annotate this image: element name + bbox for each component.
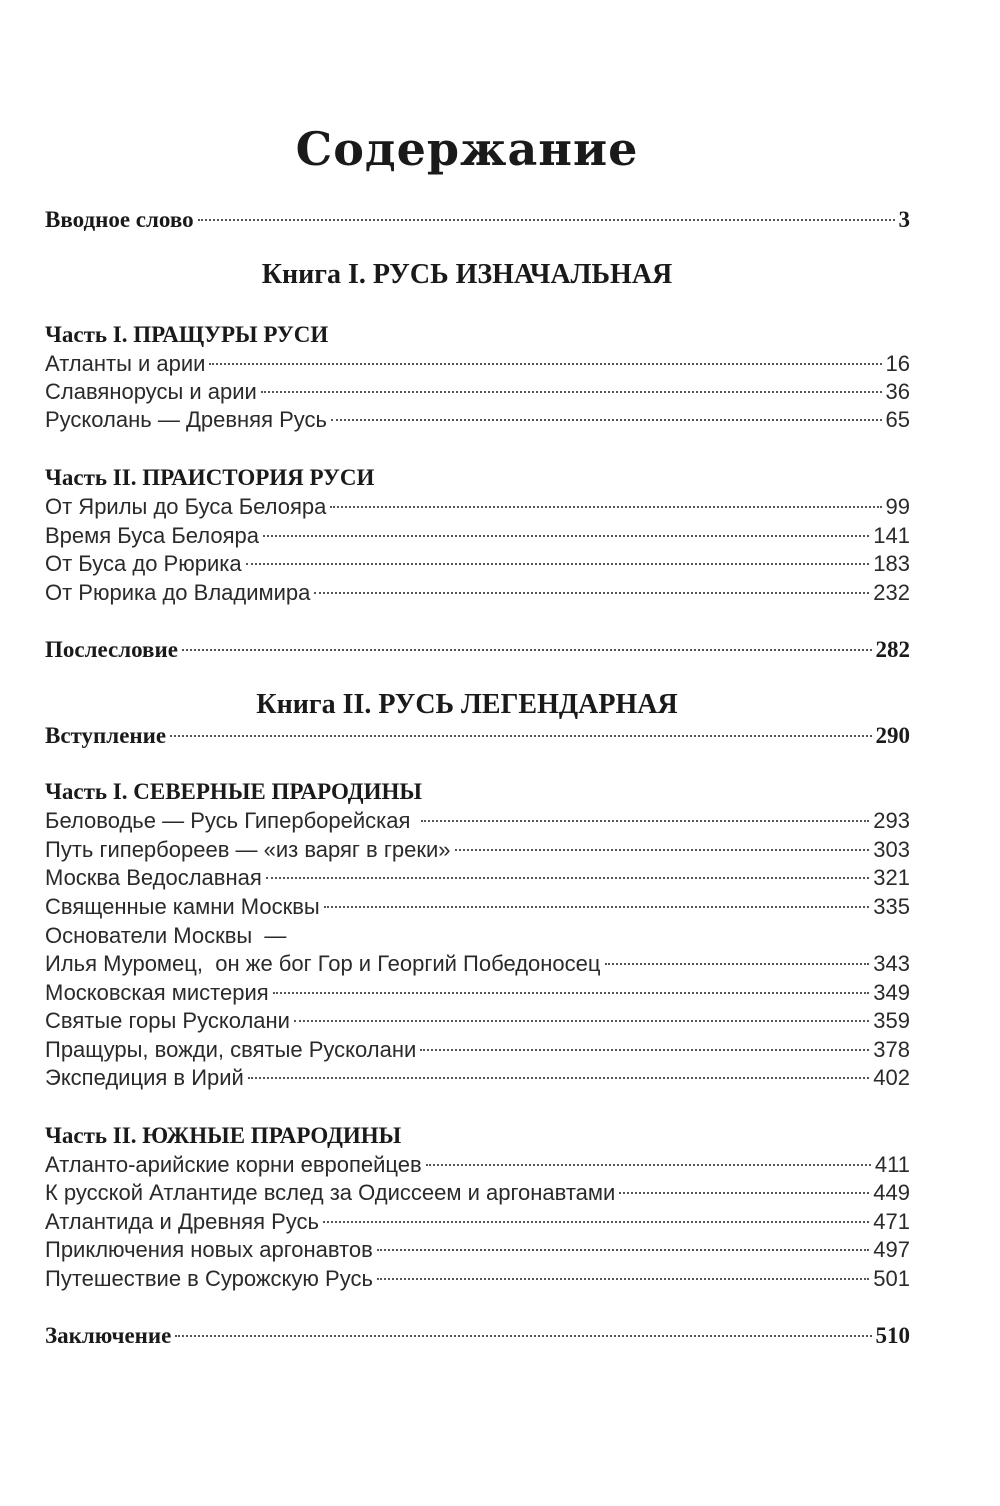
entry-label: От Буса до Рюрика [45, 551, 242, 576]
entry-page: 232 [873, 580, 910, 605]
book-2-part-2-heading: Часть II. ЮЖНЫЕ ПРАРОДИНЫ [45, 1123, 402, 1148]
entry-label: От Ярилы до Буса Белояра [45, 494, 327, 519]
toc-entry[interactable] [45, 492, 910, 522]
entry-label: Основатели Москвы — [45, 923, 287, 948]
entry-label: Славянорусы и арии [45, 379, 257, 404]
entry-page: 141 [873, 523, 910, 548]
entry-label: Время Буса Белояра [45, 523, 259, 548]
dot-leader [170, 735, 871, 737]
entry-page: 293 [873, 808, 910, 833]
entry-label: Беловодье — Русь Гиперборейская [45, 808, 417, 833]
entry-label: Заключение [45, 1323, 172, 1348]
book-1-part-2-heading: Часть II. ПРАИСТОРИЯ РУСИ [45, 465, 375, 490]
entry-page: 290 [875, 723, 910, 748]
book-1-heading: Книга I. РУСЬ ИЗНАЧАЛЬНАЯ [261, 259, 673, 290]
dot-leader [198, 219, 895, 221]
dot-leader [182, 649, 872, 651]
toc-entry[interactable] [45, 1035, 910, 1065]
entry-page: 16 [885, 351, 910, 376]
toc-entry[interactable] [45, 1207, 910, 1237]
toc-entry[interactable] [45, 377, 910, 407]
dot-leader [421, 820, 870, 822]
entry-page: 282 [875, 637, 910, 662]
entry-label: Экспедиция в Ирий [45, 1065, 244, 1090]
toc-entry[interactable] [45, 806, 910, 836]
entry-label: Вводное слово [45, 207, 194, 232]
page-title: Содержание [295, 122, 639, 176]
dot-leader [605, 963, 870, 965]
toc-entry-conclusion[interactable] [45, 1321, 910, 1351]
entry-page: 183 [873, 551, 910, 576]
toc-entry[interactable] [45, 921, 910, 951]
entry-label: Святые горы Русколани [45, 1008, 290, 1033]
entry-page: 359 [873, 1008, 910, 1033]
dot-leader [175, 1335, 871, 1337]
entry-label: Путь гипербореев — «из варяг в греки» [45, 837, 451, 862]
toc-entry[interactable] [45, 892, 910, 922]
dot-leader [420, 1049, 869, 1051]
toc-entry[interactable] [45, 349, 910, 379]
entry-page: 303 [873, 837, 910, 862]
entry-label: Московская мистерия [45, 980, 269, 1005]
dot-leader [324, 906, 870, 908]
entry-page: 349 [873, 980, 910, 1005]
book-2-heading: Книга II. РУСЬ ЛЕГЕНДАРНАЯ [256, 689, 678, 720]
toc-entry[interactable] [45, 835, 910, 865]
entry-label: Путешествие в Сурожскую Русь [45, 1266, 373, 1291]
entry-label: Атлантида и Древняя Русь [45, 1209, 319, 1234]
entry-label: Атланто-арийские корни европейцев [45, 1152, 422, 1177]
dot-leader [263, 535, 869, 537]
toc-entry[interactable] [45, 1178, 910, 1208]
toc-entry[interactable] [45, 949, 910, 979]
entry-label: Пращуры, вожди, святые Русколани [45, 1037, 417, 1062]
entry-label: Священные камни Москвы [45, 894, 320, 919]
dot-leader [209, 363, 881, 365]
dot-leader [455, 849, 870, 851]
entry-label: Илья Муромец, он же бог Гор и Георгий Победоносец [45, 951, 601, 976]
entry-page: 321 [873, 865, 910, 890]
toc-entry[interactable] [45, 521, 910, 551]
entry-page: 449 [873, 1180, 910, 1205]
entry-page: 497 [873, 1237, 910, 1262]
dot-leader [248, 1077, 869, 1079]
entry-page: 402 [873, 1065, 910, 1090]
entry-page: 36 [885, 379, 910, 404]
toc-entry-afterword[interactable] [45, 635, 910, 665]
dot-leader [314, 592, 869, 594]
entry-page: 3 [898, 207, 910, 232]
toc-entry[interactable] [45, 578, 910, 608]
entry-label: Русколань — Древняя Русь [45, 407, 327, 432]
toc-entry[interactable] [45, 863, 910, 893]
toc-entry[interactable] [45, 1264, 910, 1294]
entry-label: От Рюрика до Владимира [45, 580, 311, 605]
entry-label: Вступление [45, 723, 167, 748]
entry-page: 378 [873, 1037, 910, 1062]
toc-entry[interactable] [45, 405, 910, 435]
toc-entry[interactable] [45, 1150, 910, 1180]
book-1-part-1-heading: Часть I. ПРАЩУРЫ РУСИ [45, 322, 329, 347]
dot-leader [246, 563, 870, 565]
book-2-part-1-heading: Часть I. СЕВЕРНЫЕ ПРАРОДИНЫ [45, 779, 422, 804]
dot-leader [273, 992, 870, 994]
entry-label: Послесловие [45, 637, 178, 662]
toc-entry[interactable] [45, 978, 910, 1008]
entry-page: 99 [885, 494, 910, 519]
toc-entry[interactable] [45, 1006, 910, 1036]
toc-entry-preface[interactable] [45, 721, 910, 751]
entry-page: 471 [873, 1209, 910, 1234]
entry-label: Атланты и арии [45, 351, 206, 376]
toc-entry[interactable] [45, 549, 910, 579]
dot-leader [426, 1164, 871, 1166]
dot-leader [377, 1278, 869, 1280]
entry-label: К русской Атлантиде вслед за Одиссеем и аргонавтами [45, 1180, 616, 1205]
entry-page: 501 [873, 1266, 910, 1291]
dot-leader [331, 419, 882, 421]
dot-leader [261, 391, 882, 393]
dot-leader [294, 1020, 869, 1022]
entry-page: 343 [873, 951, 910, 976]
dot-leader [377, 1249, 869, 1251]
toc-entry-intro[interactable] [45, 205, 910, 235]
entry-label: Москва Ведославная [45, 865, 262, 890]
entry-page: 510 [875, 1323, 910, 1348]
dot-leader [330, 506, 881, 508]
dot-leader [323, 1221, 869, 1223]
toc-entry[interactable] [45, 1235, 910, 1265]
toc-entry[interactable] [45, 1063, 910, 1093]
entry-page: 65 [885, 407, 910, 432]
dot-leader [619, 1192, 869, 1194]
entry-page: 411 [874, 1152, 910, 1177]
entry-page: 335 [873, 894, 910, 919]
entry-label: Приключения новых аргонавтов [45, 1237, 373, 1262]
dot-leader [266, 877, 870, 879]
